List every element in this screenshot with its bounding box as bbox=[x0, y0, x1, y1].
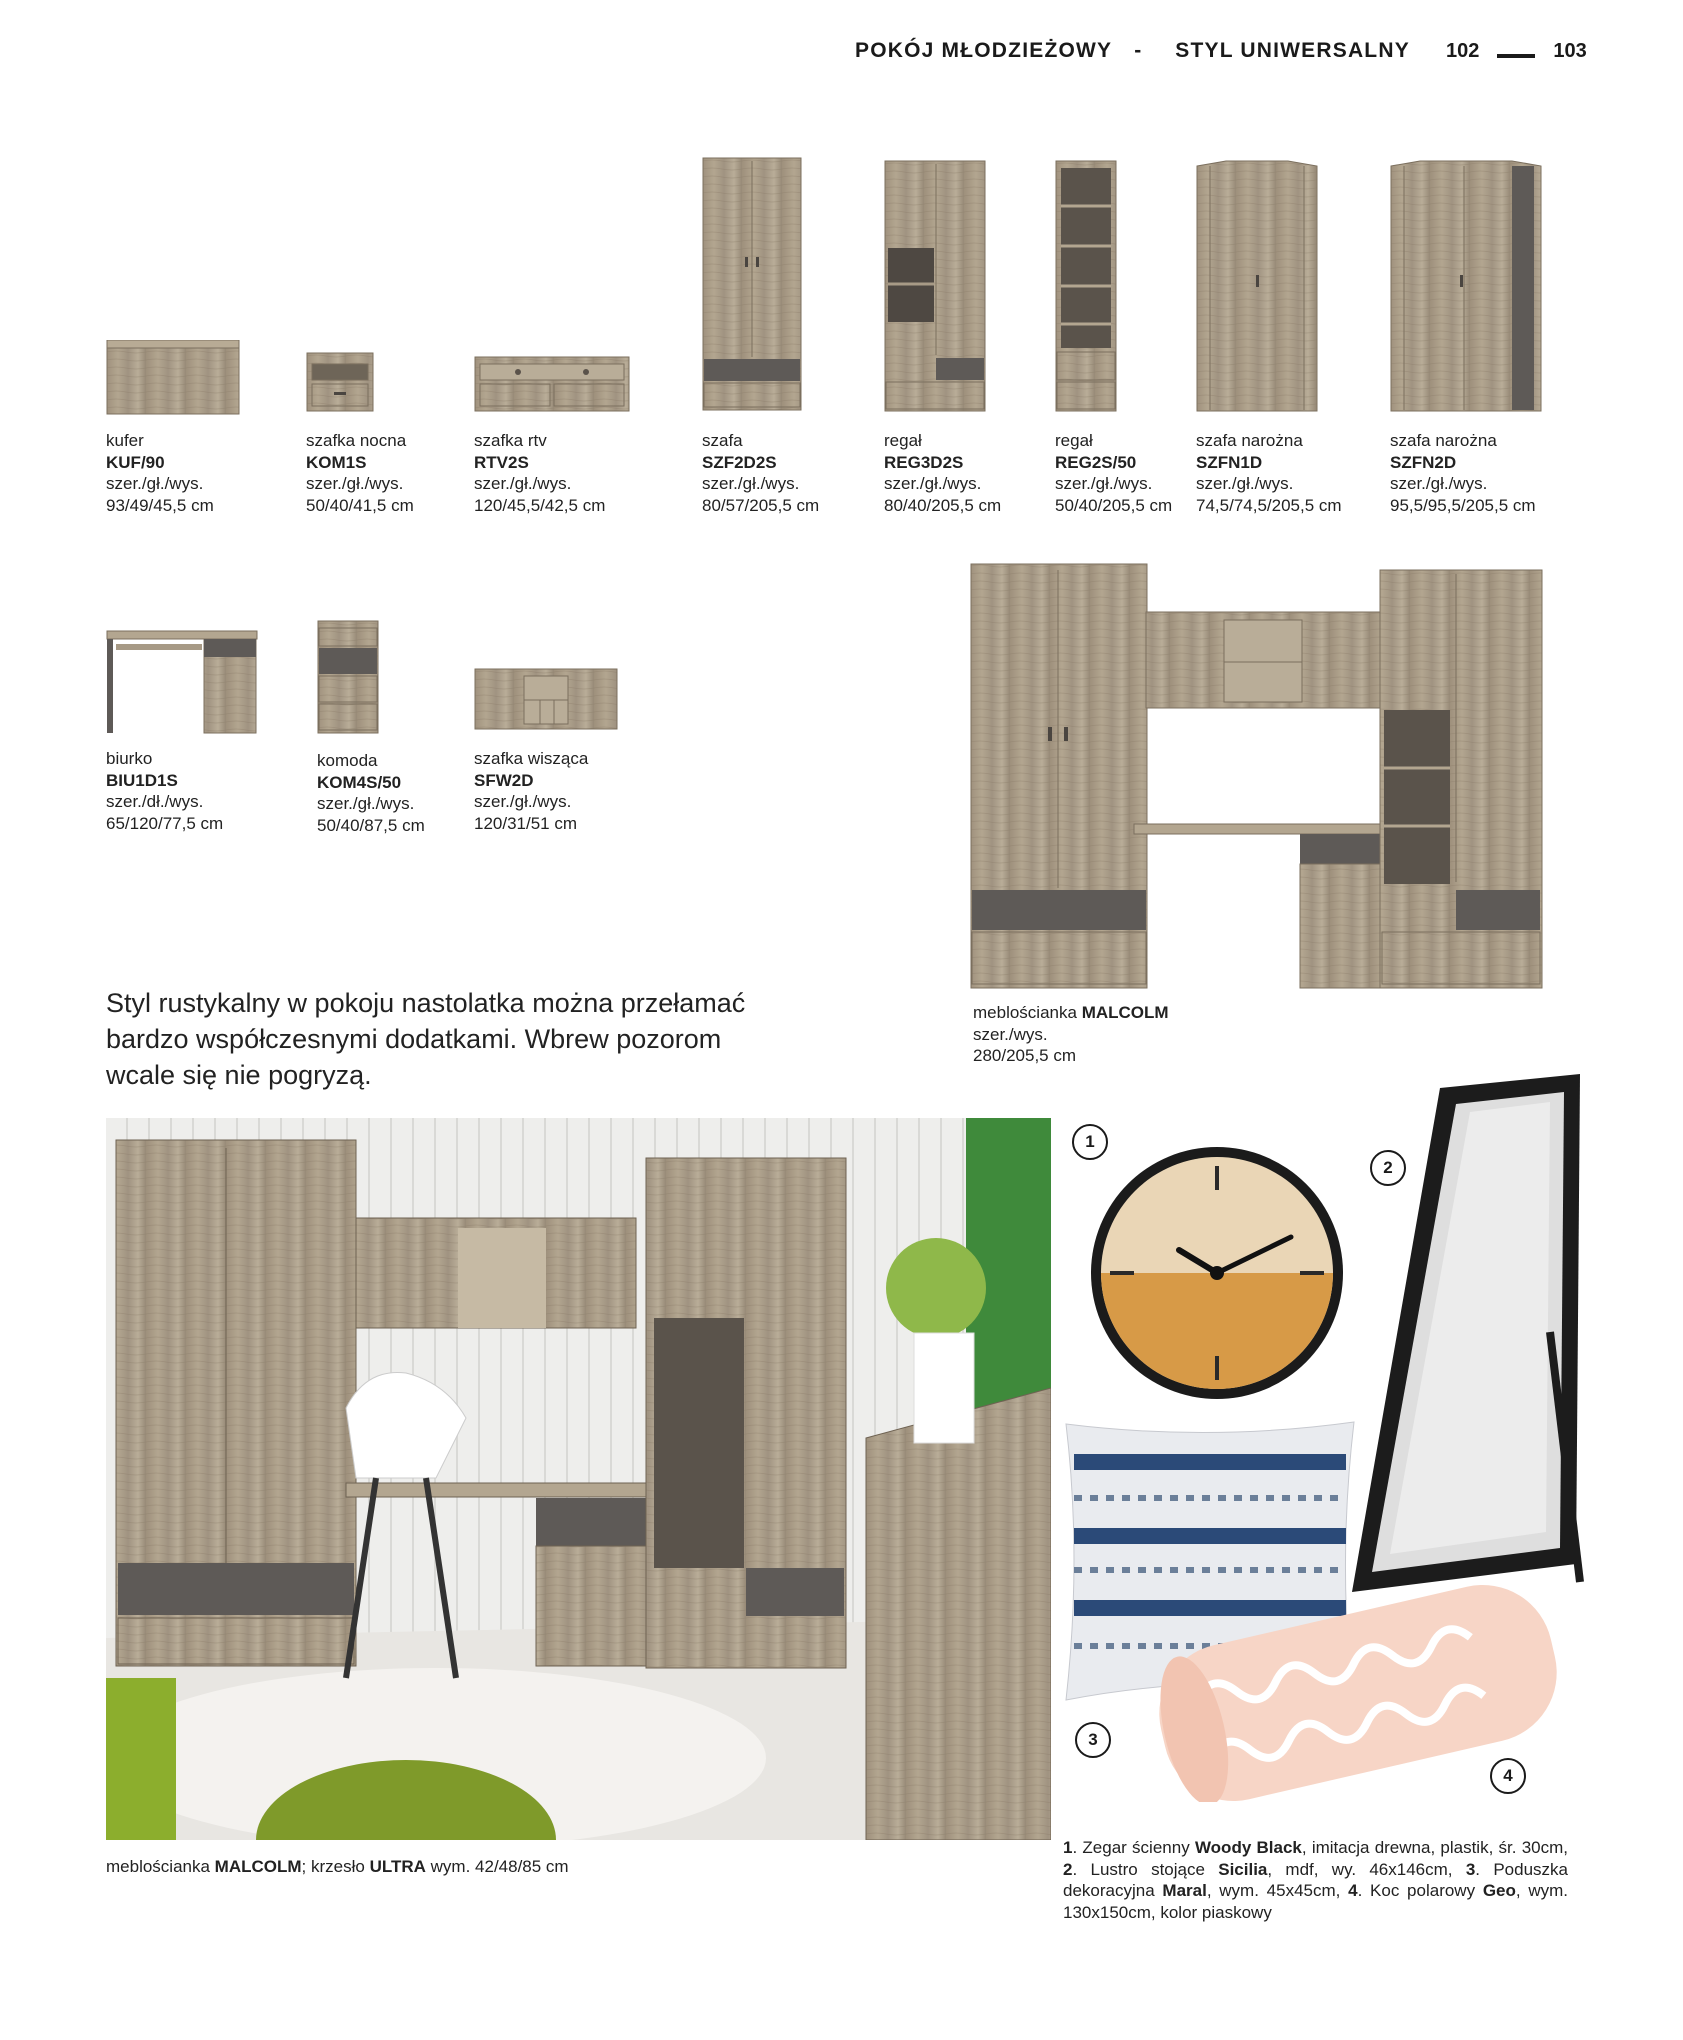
product-code: KOM4S/50 bbox=[317, 772, 402, 792]
header-title-left: POKÓJ MŁODZIEŻOWY bbox=[855, 39, 1113, 62]
caption-product-name: Woody Black bbox=[1194, 1838, 1302, 1857]
clock-icon bbox=[1086, 1142, 1348, 1404]
caption-number: 1 bbox=[1063, 1838, 1073, 1857]
product-code: KOM1S bbox=[306, 452, 367, 472]
header-separator: - bbox=[1134, 39, 1142, 62]
product-dims-label: szer./dł./wys. bbox=[106, 792, 204, 811]
product-caption-szafka-nocna bbox=[306, 430, 414, 516]
caption-product-name: Sicilia bbox=[1218, 1859, 1268, 1879]
product-dims: 50/40/41,5 cm bbox=[306, 495, 414, 515]
product-type: regał bbox=[884, 431, 922, 450]
product-caption-szafka-rtv bbox=[474, 430, 605, 516]
product-type: szafa bbox=[702, 431, 743, 450]
product-type: biurko bbox=[106, 749, 153, 768]
product-image-komoda bbox=[317, 620, 379, 734]
page-header bbox=[855, 36, 1410, 66]
caption-text: . Lustro stojące bbox=[1072, 1859, 1219, 1879]
product-code: KUF/90 bbox=[106, 452, 165, 472]
product-caption-komoda bbox=[317, 750, 425, 836]
product-dims: 74,5/74,5/205,5 cm bbox=[1196, 495, 1342, 515]
page-number-dash bbox=[1497, 54, 1535, 58]
page-number-right: 103 bbox=[1553, 39, 1587, 62]
product-dims-label: szer./gł./wys. bbox=[317, 794, 415, 813]
intro-line: bardzo współczesnymi dodatkami. Wbrew pozorom bbox=[106, 1024, 722, 1054]
product-dims-label: szer./gł./wys. bbox=[106, 474, 204, 493]
caption-text: . Koc polarowy bbox=[1357, 1881, 1483, 1900]
page-number-left: 102 bbox=[1446, 39, 1480, 62]
room-photo bbox=[106, 1118, 1051, 1840]
caption-bold: ULTRA bbox=[369, 1857, 426, 1876]
caption-text: , mdf, wy. 46x146cm, bbox=[1267, 1859, 1466, 1879]
room-photo-caption bbox=[106, 1857, 569, 1877]
caption-product-name: Maral bbox=[1162, 1881, 1207, 1900]
product-type: szafka nocna bbox=[306, 431, 407, 450]
wall-unit-dims: 280/205,5 cm bbox=[973, 1046, 1077, 1065]
caption-number: 4 bbox=[1348, 1881, 1358, 1900]
product-code: REG3D2S bbox=[884, 452, 964, 472]
product-dims: 93/49/45,5 cm bbox=[106, 495, 214, 515]
caption-product-name: Geo bbox=[1482, 1881, 1516, 1900]
product-code: RTV2S bbox=[474, 452, 529, 472]
wall-unit-dims-label: szer./wys. bbox=[973, 1024, 1048, 1044]
caption-number: 2 bbox=[1063, 1859, 1073, 1879]
product-image-szafa-narozna-2d bbox=[1390, 160, 1542, 413]
accessory-badge-1: 1 bbox=[1072, 1124, 1108, 1160]
product-dims: 80/40/205,5 cm bbox=[884, 495, 1002, 515]
product-code: SZF2D2S bbox=[702, 452, 777, 472]
product-dims-label: szer./gł./wys. bbox=[1055, 474, 1153, 493]
product-dims-label: szer./gł./wys. bbox=[474, 792, 572, 811]
product-image-malcolm-wall-unit bbox=[970, 562, 1544, 990]
caption-text: . Poduszka dekoracyjna bbox=[1063, 1859, 1568, 1900]
product-dims: 95,5/95,5/205,5 cm bbox=[1390, 495, 1536, 515]
product-caption-szafa bbox=[702, 430, 819, 516]
accessory-badge-3: 3 bbox=[1075, 1722, 1111, 1758]
product-type: szafka wisząca bbox=[474, 749, 589, 768]
product-caption-szafka-wiszaca bbox=[474, 748, 588, 834]
product-image-szafka-rtv bbox=[474, 356, 630, 414]
product-dims-label: szer./gł./wys. bbox=[1390, 474, 1488, 493]
product-caption-szafa-narozna-1d bbox=[1196, 430, 1342, 516]
product-code: SZFN2D bbox=[1390, 452, 1457, 472]
product-dims-label: szer./gł./wys. bbox=[884, 474, 982, 493]
caption-text: , wym. 130x150cm, kolor piaskowy bbox=[1063, 1881, 1569, 1922]
product-dims-label: szer./gł./wys. bbox=[1196, 474, 1294, 493]
product-dims: 65/120/77,5 cm bbox=[106, 813, 224, 833]
product-image-szafa-narozna-1d bbox=[1196, 160, 1318, 413]
caption-text: , wym. 45x45cm, bbox=[1206, 1881, 1349, 1900]
accessories-caption bbox=[1063, 1837, 1568, 1923]
intro-line: wcale się nie pogryzą. bbox=[106, 1060, 372, 1090]
wall-unit-label: meblościanka bbox=[973, 1003, 1077, 1022]
product-image-szafka-wiszaca bbox=[474, 668, 618, 730]
product-type: szafa narożna bbox=[1196, 431, 1303, 450]
product-code: BIU1D1S bbox=[106, 770, 178, 790]
product-code: SFW2D bbox=[474, 770, 534, 790]
product-image-regal-3d2s bbox=[884, 160, 986, 413]
accessory-badge-4: 4 bbox=[1490, 1758, 1526, 1794]
caption-bold: MALCOLM bbox=[214, 1857, 302, 1876]
accessory-badge-2: 2 bbox=[1370, 1150, 1406, 1186]
product-code: REG2S/50 bbox=[1055, 452, 1137, 472]
malcolm-wall-unit-caption bbox=[973, 1002, 1169, 1067]
product-image-regal-2s50 bbox=[1055, 160, 1117, 413]
product-type: szafa narożna bbox=[1390, 431, 1497, 450]
product-code: SZFN1D bbox=[1196, 452, 1263, 472]
intro-paragraph bbox=[106, 985, 756, 1093]
product-type: komoda bbox=[317, 751, 378, 770]
product-dims-label: szer./gł./wys. bbox=[474, 474, 572, 493]
product-caption-regal-2s50 bbox=[1055, 430, 1172, 516]
product-image-szafa bbox=[702, 157, 802, 413]
product-dims-label: szer./gł./wys. bbox=[306, 474, 404, 493]
product-dims: 120/31/51 cm bbox=[474, 813, 578, 833]
product-dims: 120/45,5/42,5 cm bbox=[474, 495, 606, 515]
product-caption-biurko bbox=[106, 748, 223, 834]
caption-text: , imitacja drewna, plastik, śr. 30cm, bbox=[1301, 1838, 1569, 1857]
product-image-biurko bbox=[106, 630, 258, 734]
product-type: szafka rtv bbox=[474, 431, 547, 450]
caption-text: ; krzesło bbox=[301, 1857, 370, 1876]
product-type: kufer bbox=[106, 431, 144, 450]
intro-line: Styl rustykalny w pokoju nastolatka można przełamać bbox=[106, 988, 746, 1018]
product-dims-label: szer./gł./wys. bbox=[702, 474, 800, 493]
product-dims: 50/40/205,5 cm bbox=[1055, 495, 1173, 515]
product-caption-regal-3d2s bbox=[884, 430, 1001, 516]
product-image-kufer bbox=[106, 340, 240, 416]
product-caption-szafa-narozna-2d bbox=[1390, 430, 1536, 516]
product-dims: 50/40/87,5 cm bbox=[317, 815, 425, 835]
product-image-szafka-nocna bbox=[306, 352, 374, 414]
product-type: regał bbox=[1055, 431, 1093, 450]
header-title-right: STYL UNIWERSALNY bbox=[1175, 39, 1410, 62]
wall-unit-name: MALCOLM bbox=[1081, 1003, 1169, 1022]
page-numbers bbox=[1446, 36, 1587, 66]
caption-number: 3 bbox=[1465, 1859, 1476, 1879]
caption-text: . Zegar ścienny bbox=[1072, 1838, 1195, 1857]
caption-text: wym. 42/48/85 cm bbox=[425, 1857, 569, 1876]
product-caption-kufer bbox=[106, 430, 214, 516]
product-dims: 80/57/205,5 cm bbox=[702, 495, 820, 515]
caption-text: meblościanka bbox=[106, 1857, 215, 1876]
